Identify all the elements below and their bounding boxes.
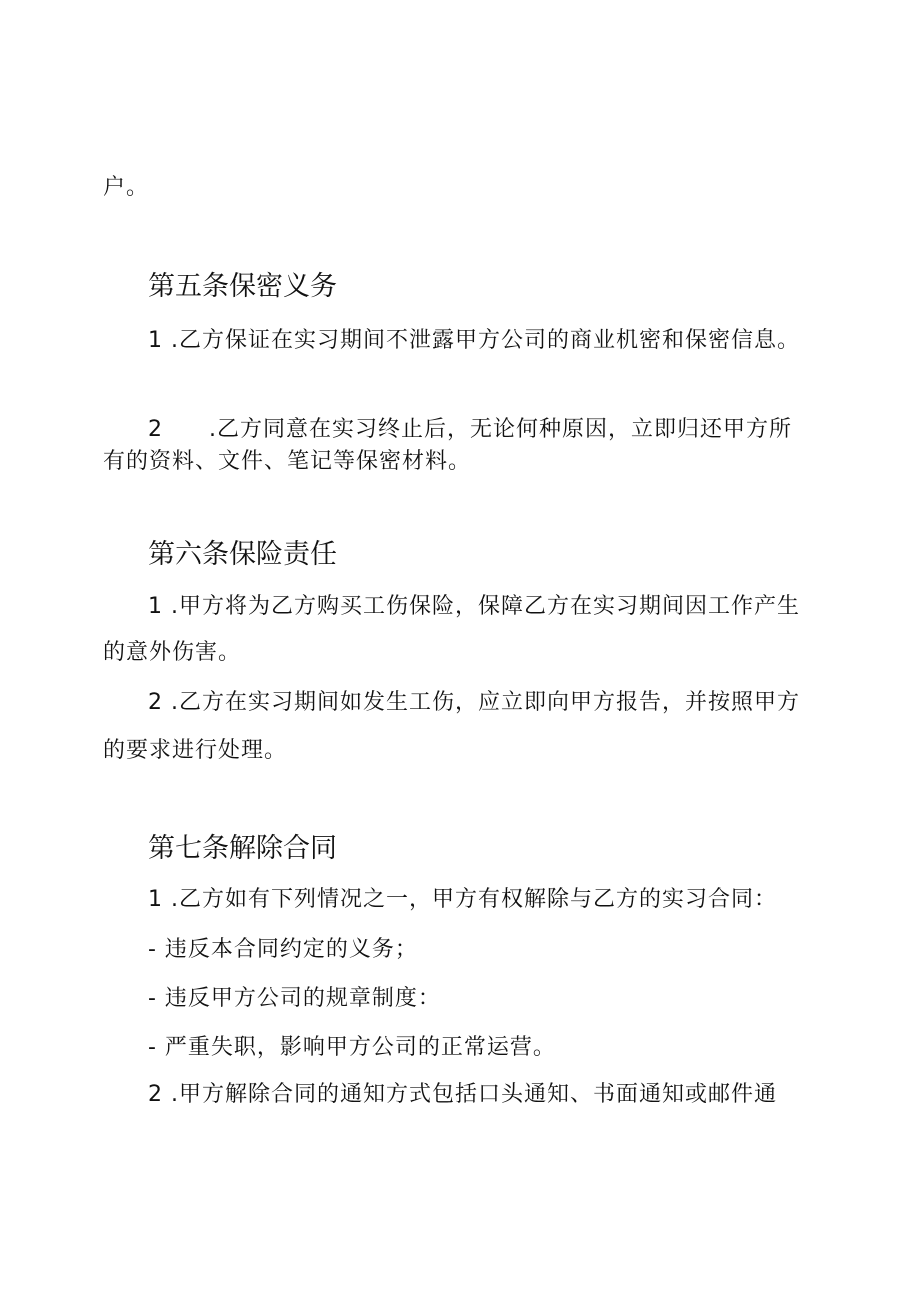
item-number: 2 xyxy=(148,417,163,442)
item-number: 1 xyxy=(148,887,163,912)
bullet-item: - 违反本合同约定的义务； xyxy=(148,937,418,962)
section-5-item-2-continuation: 有的资料、文件、笔记等保密材料。 xyxy=(103,449,472,474)
section-6-item-1-continuation: 的意外伤害。 xyxy=(103,640,242,665)
section-6-item-2 xyxy=(148,688,800,718)
section-7-title: 第七条解除合同 xyxy=(148,833,337,864)
item-text: .乙方同意在实习终止后，无论何种原因，立即归还甲方所 xyxy=(209,417,792,442)
item-text: .甲方将为乙方购买工伤保险，保障乙方在实习期间因工作产生 xyxy=(171,594,800,619)
item-text: .乙方保证在实习期间不泄露甲方公司的商业机密和保密信息。 xyxy=(171,328,800,353)
section-5-item-2 xyxy=(148,415,792,445)
section-7-item-2 xyxy=(148,1080,777,1110)
item-text: .甲方解除合同的通知方式包括口头通知、书面通知或邮件通 xyxy=(171,1082,777,1107)
item-text: .乙方如有下列情况之一，甲方有权解除与乙方的实习合同： xyxy=(171,887,777,912)
bullet-item: - 违反甲方公司的规章制度： xyxy=(148,986,441,1011)
item-text: .乙方在实习期间如发生工伤，应立即向甲方报告，并按照甲方 xyxy=(171,690,800,715)
section-5-title: 第五条保密义务 xyxy=(148,271,337,302)
item-number: 2 xyxy=(148,690,163,715)
item-number: 1 xyxy=(148,328,163,353)
section-7-item-1 xyxy=(148,885,777,915)
item-number: 2 xyxy=(148,1082,163,1107)
continuation-text: 户。 xyxy=(103,175,150,200)
section-6-title: 第六条保险责任 xyxy=(148,539,337,570)
section-5-item-1 xyxy=(148,326,800,356)
section-6-item-1 xyxy=(148,592,800,622)
bullet-item: - 严重失职，影响甲方公司的正常运营。 xyxy=(148,1035,556,1060)
item-number: 1 xyxy=(148,594,163,619)
section-6-item-2-continuation: 的要求进行处理。 xyxy=(103,738,288,763)
